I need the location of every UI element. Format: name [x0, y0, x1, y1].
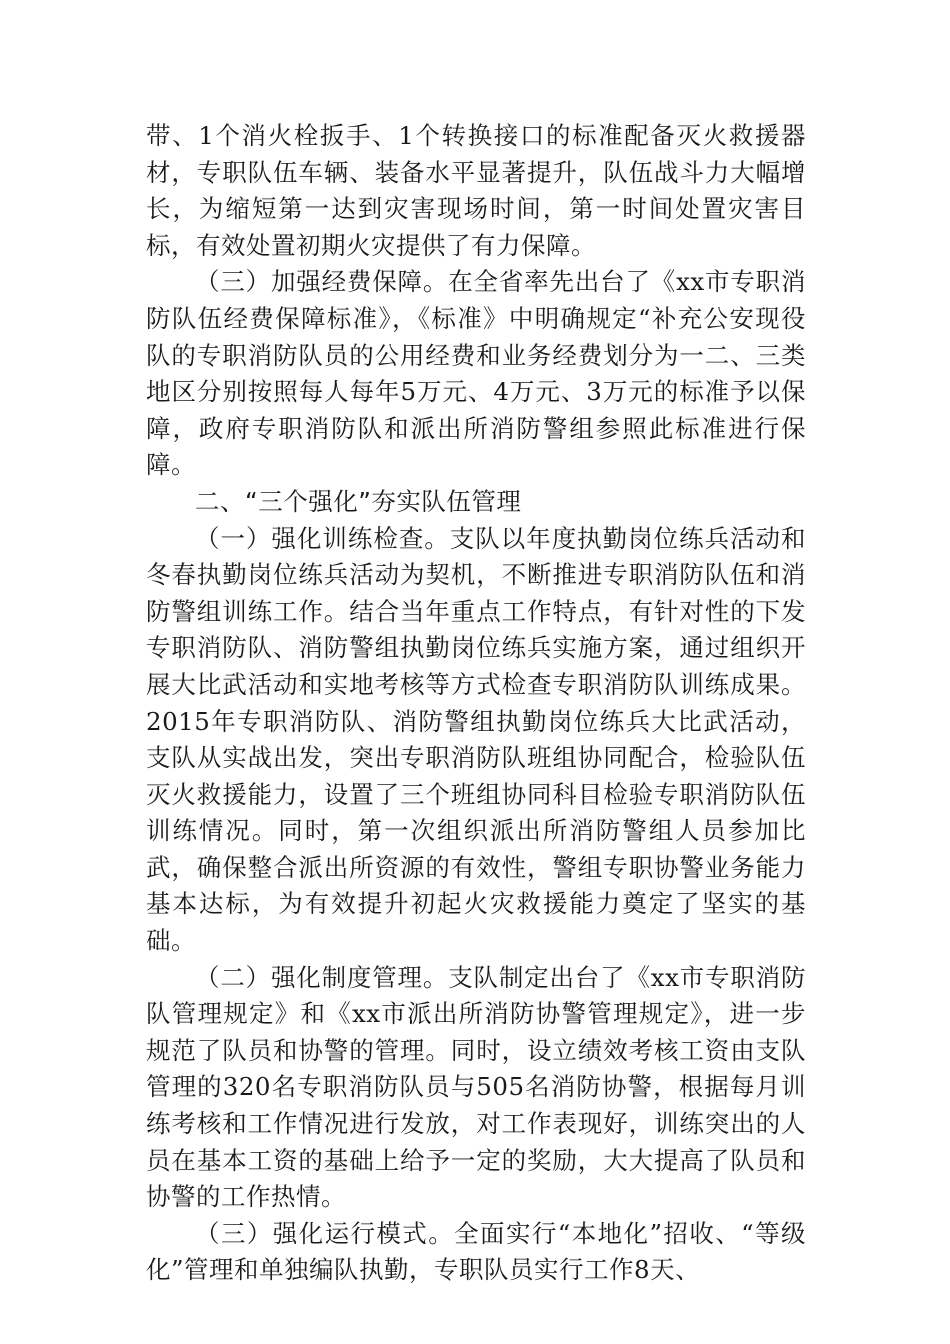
paragraph-funding-guarantee: （三）加强经费保障。在全省率先出台了《xx市专职消防队伍经费保障标准》，《标准》中明确规定“补充公安现役队的专职消防队员的公用经费和业务经费划分为一二、三类地区分别按照每人每年5万元、4万元、3万元的标准予以保障，政府专职消防队和派出所消防警组参照此标准进行保障。: [146, 267, 806, 480]
paragraph-operation-mode: （三）强化运行模式。全面实行“本地化”招收、“等级化”管理和单独编队执勤，专职队员实行工作8天、: [146, 1218, 806, 1285]
paragraph-training-inspection: （一）强化训练检查。支队以年度执勤岗位练兵活动和冬春执勤岗位练兵活动为契机，不断推进专职消防队伍和消防警组训练工作。结合当年重点工作特点，有针对性的下发专职消防队、消防警组执勤岗位练兵实施方案，通过组织开展大比武活动和实地考核等方式检查专职消防队训练成果。2015年专职消防队、消防警组执勤岗位练兵大比武活动，支队从实战出发，突出专职消防队班组协同配合，检验队伍灭火救援能力，设置了三个班组协同科目检验专职消防队伍训练情况。同时，第一次组织派出所消防警组人员参加比武，确保整合派出所资源的有效性，警组专职协警业务能力基本达标，为有效提升初起火灾救援能力奠定了坚实的基础。: [146, 523, 806, 956]
document-page: [146, 118, 806, 1289]
paragraph-equipment-continued: 带、1个消火栓扳手、1个转换接口的标准配备灭火救援器材，专职队伍车辆、装备水平显著提升，队伍战斗力大幅增长，为缩短第一达到灾害现场时间，第一时间处置灾害目标，有效处置初期火灾提供了有力保障。: [146, 121, 806, 260]
section-heading-team-management: 二、“三个强化”夯实队伍管理: [195, 486, 522, 516]
paragraph-system-management: （二）强化制度管理。支队制定出台了《xx市专职消防队管理规定》和《xx市派出所消防协警管理规定》，进一步规范了队员和协警的管理。同时，设立绩效考核工资由支队管理的320名专职消防队员与505名消防协警，根据每月训练考核和工作情况进行发放，对工作表现好，训练突出的人员在基本工资的基础上给予一定的奖励，大大提高了队员和协警的工作热情。: [146, 962, 806, 1212]
